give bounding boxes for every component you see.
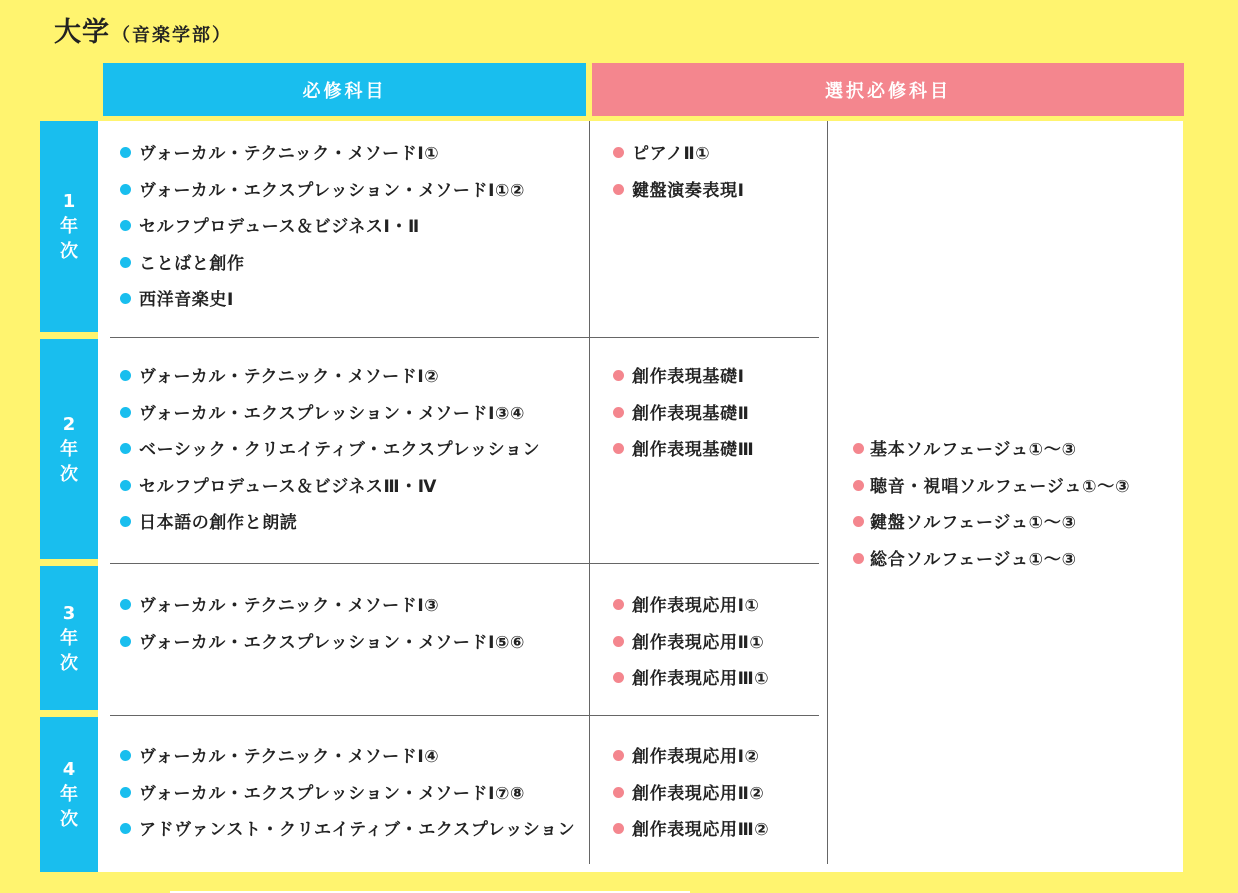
list-item: ヴォーカル・テクニック・メソードⅠ③ [120,594,525,631]
year-2-elective-list [613,365,754,475]
list-item: 鍵盤ソルフェージュ①～③ [853,511,1130,548]
year-1-required-list [120,142,525,325]
page-title [54,10,232,50]
title-main: 大学 [54,17,110,48]
list-item: 創作表現基礎Ⅱ [613,402,754,439]
list-item: 創作表現応用Ⅲ① [613,667,769,704]
list-item: ことばと創作 [120,252,525,289]
year-2-required-list [120,365,540,548]
list-item: 創作表現応用Ⅱ① [613,631,769,668]
year-2-char-2: 次 [60,463,78,485]
year-1-number: 1 [62,191,76,212]
list-item: ヴォーカル・エクスプレッション・メソードⅠ③④ [120,402,540,439]
list-item: ヴォーカル・エクスプレッション・メソードⅠ⑤⑥ [120,631,525,668]
year-4-elective-list [613,745,769,855]
list-item: 聴音・視唱ソルフェージュ①～③ [853,475,1130,512]
year-3-required-list [120,594,525,667]
year-4-number: 4 [62,759,76,780]
required-courses-header: 必修科目 [103,63,586,116]
year-1-char-2: 次 [60,241,78,262]
list-item: 創作表現応用Ⅰ② [613,745,769,782]
list-item: セルフプロデュース＆ビジネスⅠ・Ⅱ [120,215,525,252]
year-3-number: 3 [62,602,76,624]
list-item: 基本ソルフェージュ①～③ [853,438,1130,475]
column-divider-2 [827,121,828,864]
list-item: 鍵盤演奏表現Ⅰ [613,179,745,216]
list-item: ピアノⅡ① [613,142,745,179]
row-divider-1 [110,337,819,338]
list-item: 総合ソルフェージュ①～③ [853,548,1130,585]
year-2-char-1: 年 [60,438,78,460]
list-item: ヴォーカル・エクスプレッション・メソードⅠ⑦⑧ [120,782,575,819]
year-1-char-1: 年 [60,216,78,237]
solfege-list [853,438,1130,584]
year-4-label [40,717,98,872]
row-divider-3 [110,715,819,716]
year-3-elective-list [613,594,769,704]
year-4-char-2: 次 [60,809,78,830]
year-3-char-1: 年 [60,627,78,649]
elective-courses-header: 選択必修科目 [592,63,1184,116]
list-item: セルフプロデュース＆ビジネスⅢ・Ⅳ [120,475,540,512]
year-3-label [40,566,98,710]
list-item: 日本語の創作と朗読 [120,511,540,548]
list-item: アドヴァンスト・クリエイティブ・エクスプレッション [120,818,575,855]
year-4-char-1: 年 [60,784,78,805]
list-item: 西洋音楽史Ⅰ [120,288,525,325]
list-item: ベーシック・クリエイティブ・エクスプレッション [120,438,540,475]
title-sub: （音楽学部） [112,25,232,46]
year-1-label [40,121,98,332]
list-item: ヴォーカル・エクスプレッション・メソードⅠ①② [120,179,525,216]
year-4-required-list [120,745,575,855]
list-item: 創作表現基礎Ⅰ [613,365,754,402]
list-item: ヴォーカル・テクニック・メソードⅠ② [120,365,540,402]
list-item: 創作表現応用Ⅱ② [613,782,769,819]
list-item: 創作表現応用Ⅲ② [613,818,769,855]
year-2-label [40,339,98,559]
row-divider-2 [110,563,819,564]
list-item: 創作表現応用Ⅰ① [613,594,769,631]
column-divider-1 [589,121,590,864]
list-item: ヴォーカル・テクニック・メソードⅠ① [120,142,525,179]
year-2-number: 2 [62,413,76,435]
list-item: ヴォーカル・テクニック・メソードⅠ④ [120,745,575,782]
year-3-char-2: 次 [60,652,78,674]
list-item: 創作表現基礎Ⅲ [613,438,754,475]
year-1-elective-list [613,142,745,215]
